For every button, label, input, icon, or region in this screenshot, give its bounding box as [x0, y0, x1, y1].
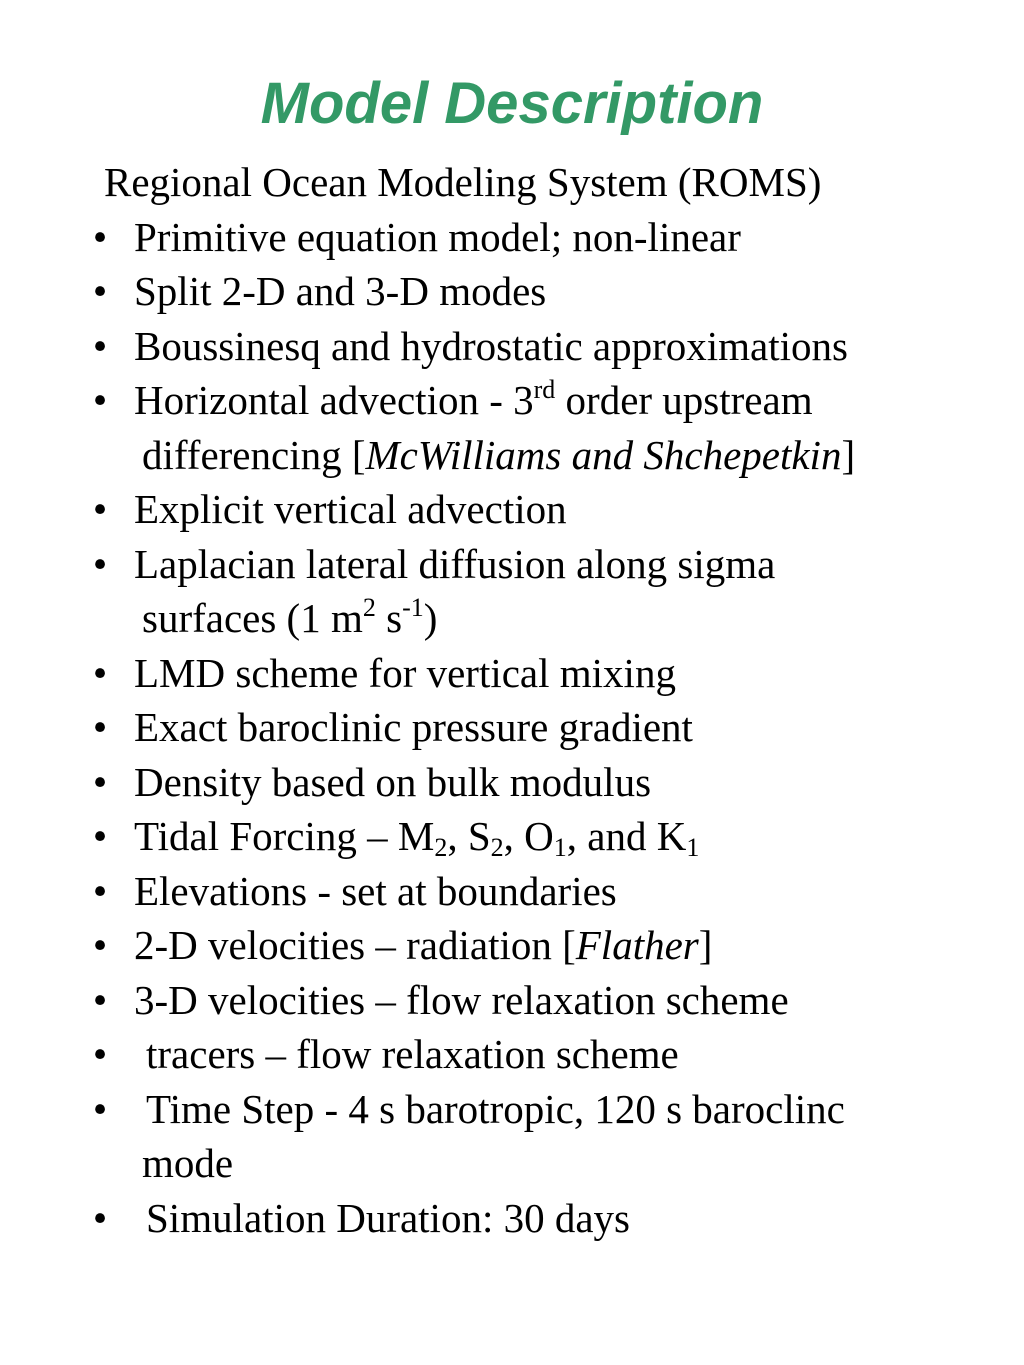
list-item — [0, 210, 1024, 265]
bullet-icon: • — [92, 268, 108, 314]
list-item-text: Primitive equation model; non-linear — [134, 213, 741, 260]
text-fragment: 2-D velocities – radiation [ — [134, 922, 576, 968]
superscript: rd — [533, 375, 556, 404]
subtitle: Regional Ocean Modeling System (ROMS) — [104, 159, 822, 205]
text-fragment: ] — [841, 431, 856, 478]
bullet-icon: • — [92, 540, 108, 587]
bullet-icon: • — [92, 649, 108, 696]
bullet-icon: • — [92, 976, 108, 1023]
text-fragment: , S — [447, 813, 491, 859]
text-fragment: ] — [698, 922, 713, 968]
list-item-continuation: mode — [142, 1140, 234, 1186]
text-fragment: differencing [ — [142, 431, 366, 478]
list-item-text: Time Step - 4 s barotropic, 120 s baroclinc — [146, 1085, 845, 1132]
text-fragment: , and K — [566, 813, 687, 859]
list-item-text: 3-D velocities – flow relaxation scheme — [134, 976, 789, 1023]
list-item-text: Simulation Duration: 30 days — [146, 1194, 630, 1241]
list-item-text: Boussinesq and hydrostatic approximations — [134, 322, 848, 369]
list-item — [0, 864, 1024, 919]
list-item-continuation — [142, 591, 437, 646]
bullet-icon: • — [92, 322, 108, 369]
citation: Flather — [575, 922, 699, 968]
list-item — [0, 1191, 1024, 1246]
list-item — [0, 809, 1024, 864]
list-item-text: Explicit vertical advection — [134, 486, 567, 532]
subscript: 2 — [434, 833, 448, 862]
list-item — [0, 537, 1024, 646]
list-item — [0, 700, 1024, 755]
bullet-icon: • — [92, 486, 108, 532]
bullet-icon: • — [92, 1031, 108, 1077]
list-item-text: Laplacian lateral diffusion along sigma — [134, 540, 776, 587]
list-item — [0, 918, 1024, 973]
list-item — [0, 373, 1024, 482]
bullet-icon: • — [92, 213, 108, 260]
subscript: 2 — [490, 833, 504, 862]
subscript: 1 — [553, 833, 567, 862]
bullet-icon: • — [92, 1194, 108, 1241]
text-fragment: ) — [423, 595, 438, 641]
subscript: 1 — [686, 833, 700, 862]
list-item-text: Split 2-D and 3-D modes — [134, 268, 547, 314]
text-fragment: Tidal Forcing – M — [134, 813, 435, 859]
list-item — [0, 1082, 1024, 1191]
list-item — [0, 264, 1024, 319]
bullet-icon: • — [92, 813, 108, 859]
list-item-text: Exact baroclinic pressure gradient — [134, 704, 693, 750]
list-item-text — [134, 373, 813, 428]
text-fragment: Horizontal advection - 3 — [134, 377, 534, 423]
list-item-text: Elevations - set at boundaries — [134, 867, 617, 914]
list-item — [0, 482, 1024, 537]
bullet-icon: • — [92, 704, 108, 750]
bullet-list — [0, 210, 1024, 1246]
list-item — [0, 319, 1024, 374]
list-item-text: tracers – flow relaxation scheme — [146, 1031, 679, 1077]
list-item-text — [134, 809, 699, 864]
bullet-icon: • — [92, 922, 108, 968]
list-item — [0, 755, 1024, 810]
text-fragment: order upstream — [555, 377, 813, 423]
superscript: -1 — [402, 593, 424, 622]
list-item-text: LMD scheme for vertical mixing — [134, 649, 676, 696]
list-item — [0, 973, 1024, 1028]
superscript: 2 — [362, 593, 376, 622]
text-fragment: s — [375, 595, 403, 641]
bullet-icon: • — [92, 867, 108, 914]
bullet-icon: • — [92, 1085, 108, 1132]
bullet-icon: • — [92, 758, 108, 805]
slide-title: Model Description — [260, 71, 764, 136]
list-item — [0, 646, 1024, 701]
list-item-text: Density based on bulk modulus — [134, 758, 652, 805]
bullet-icon: • — [92, 377, 108, 423]
list-item-text — [134, 918, 712, 973]
list-item-continuation — [142, 428, 855, 483]
text-fragment: , O — [503, 813, 554, 859]
list-item — [0, 1027, 1024, 1082]
text-fragment: surfaces (1 m — [142, 595, 363, 641]
citation: McWilliams and Shchepetkin — [365, 431, 842, 478]
